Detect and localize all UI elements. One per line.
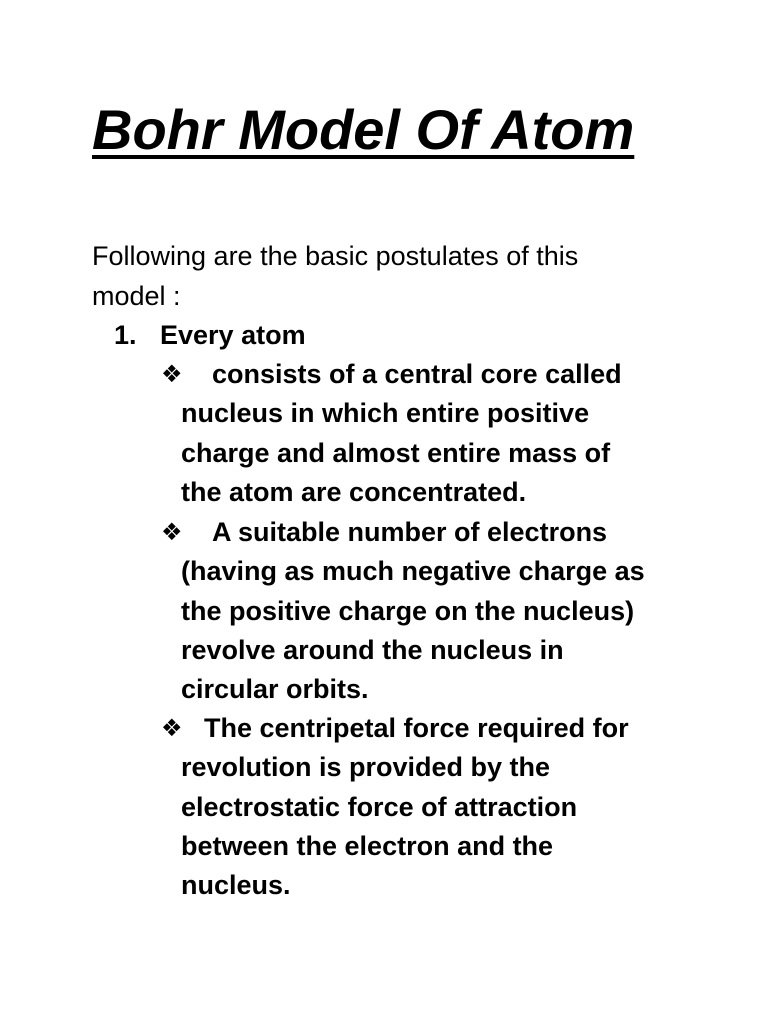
bullet-2-line-2: (having as much negative charge as [181, 556, 645, 587]
bullet-point-1 [161, 355, 701, 512]
diamond-bullet-icon: ❖ [161, 715, 183, 742]
bullet-point-2 [161, 513, 701, 709]
diamond-bullet-icon: ❖ [161, 361, 183, 388]
bullet-2-line-1: A suitable number of electrons [212, 517, 608, 547]
bullet-2-line-5: circular orbits. [181, 674, 369, 705]
bullet-2-line-4: revolve around the nucleus in [181, 634, 564, 665]
bullet-3-line-4: between the electron and the [181, 830, 554, 861]
bullet-3-line-5: nucleus. [181, 870, 291, 901]
bullet-3-line-1: The centripetal force required for [204, 713, 629, 743]
intro-paragraph: Following are the basic postulates of this model : [92, 241, 579, 311]
bullet-3-line-3: electrostatic force of attraction [181, 791, 578, 822]
bullet-2-line-3: the positive charge on the nucleus) [181, 595, 635, 626]
diamond-bullet-icon: ❖ [161, 519, 183, 546]
page-title: Bohr Model Of Atom [92, 98, 635, 161]
bullet-3-line-2: revolution is provided by the [181, 752, 551, 783]
list-number: 1. [114, 320, 137, 350]
bullet-point-3 [161, 709, 701, 905]
bullet-1-line-4: the atom are concentrated. [181, 476, 527, 507]
bullet-1-line-3: charge and almost entire mass of [181, 437, 611, 468]
bullet-1-line-2: nucleus in which entire positive [181, 398, 590, 429]
bullet-1-line-1: consists of a central core called [212, 359, 622, 389]
list-heading-text: Every atom [160, 320, 306, 350]
list-item-heading [114, 316, 306, 355]
